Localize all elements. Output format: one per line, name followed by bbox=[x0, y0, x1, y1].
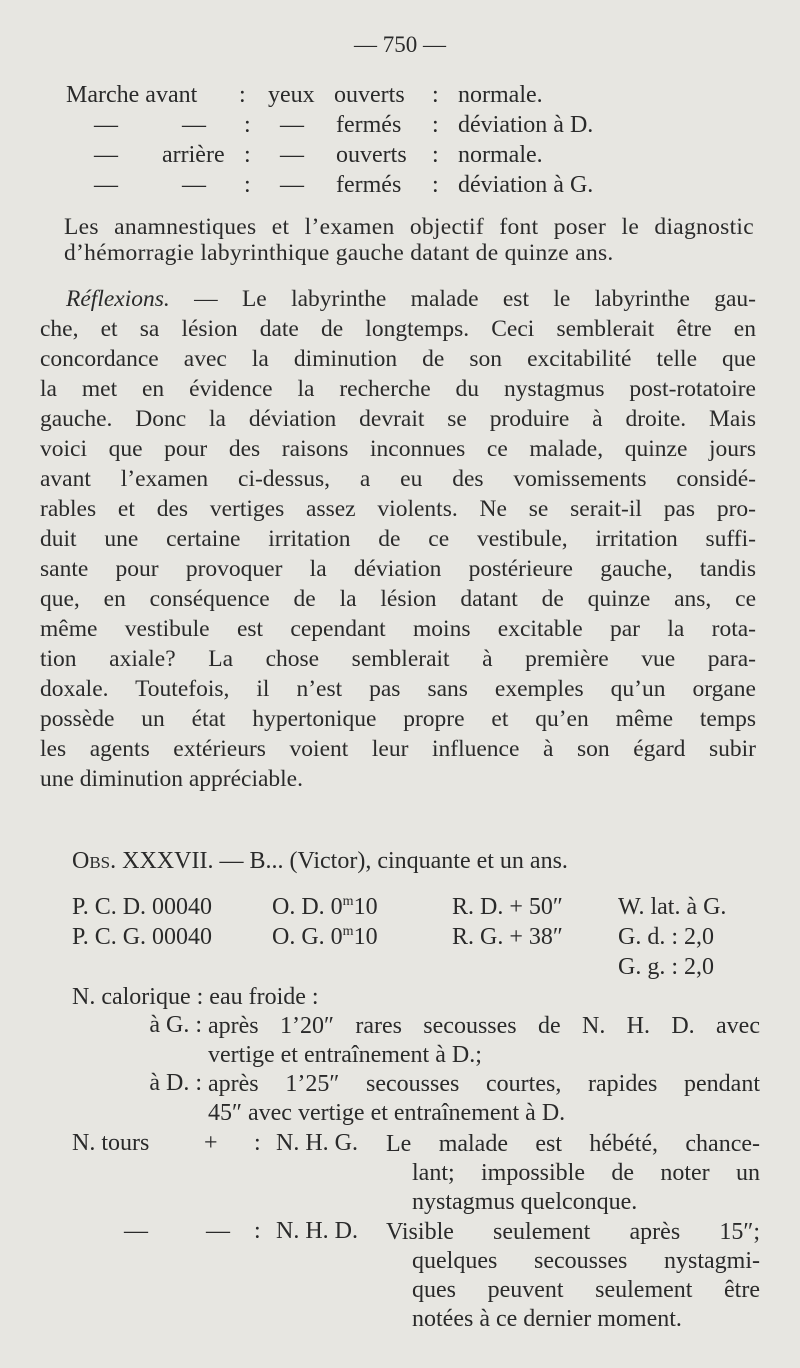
reflexions-line: che, et sa lésion date de longtemps. Ceci semblerait être en bbox=[40, 316, 756, 342]
marche-row-2-colon2: : bbox=[432, 112, 439, 138]
marche-row-2-colon: : bbox=[244, 112, 251, 138]
reflexions-line: avant l’examen ci-dessus, a eu des vomissements considé- bbox=[40, 466, 756, 492]
od-value: O. D. 0$^m$10 bbox=[272, 894, 378, 920]
marche-row-1-colon: : bbox=[239, 82, 246, 108]
reflexions-line: même vestibule est cependant moins excitable par la rota- bbox=[40, 616, 756, 642]
marche-row-3-result: normale. bbox=[458, 142, 543, 168]
marche-row-2-result: déviation à D. bbox=[458, 112, 594, 138]
tours-nhd: N. H. D. bbox=[276, 1218, 358, 1244]
tours-colon-2: : bbox=[254, 1218, 261, 1244]
rg-value: R. G. + 38″ bbox=[452, 924, 563, 950]
tours-g-text: Le malade est hébété, chance- lant; impossible de noter un nystagmus quelconque. bbox=[386, 1131, 760, 1215]
cal-g-label: à G. : bbox=[149, 1012, 202, 1038]
pc-left: P. C. G. 00040 bbox=[72, 924, 213, 950]
gg-value: G. g. : 2,0 bbox=[618, 954, 714, 980]
cal-d-text: après 1’25″ secousses courtes, rapides pendant 45″ avec vertige et entraînement à D. bbox=[208, 1071, 760, 1126]
marche-row-3-eyes: — bbox=[280, 142, 304, 168]
reflexions-line: tion axiale? La chose semblerait à première vue para- bbox=[40, 646, 756, 672]
tours-dash-1: — bbox=[124, 1218, 148, 1244]
reflexions-line: sante pour provoquer la déviation postérieure gauche, tandis bbox=[40, 556, 756, 582]
reflexions-line: doxale. Toutefois, il n’est pas sans exemples qu’un organe bbox=[40, 676, 756, 702]
marche-row-4-dash: — bbox=[94, 172, 118, 198]
cal-d-label: à D. : bbox=[149, 1070, 202, 1096]
observation-subject: — B... (Victor), cinquante et un ans. bbox=[213, 848, 568, 874]
marche-row-3-colon: : bbox=[244, 142, 251, 168]
reflexions-line: concordance avec la diminution de son excitabilité telle que bbox=[40, 346, 756, 372]
marche-row-4-colon2: : bbox=[432, 172, 439, 198]
marche-row-4-dir: — bbox=[182, 172, 206, 198]
tours-nhg: N. H. G. bbox=[276, 1130, 358, 1156]
reflexions-line bbox=[40, 284, 756, 314]
marche-row-2-state: fermés bbox=[336, 112, 402, 138]
reflexions-paragraph bbox=[40, 284, 756, 794]
tours-sign: + bbox=[204, 1130, 218, 1156]
marche-row-2-dir: — bbox=[182, 112, 206, 138]
observation-heading bbox=[72, 848, 568, 875]
reflexions-line: gauche. Donc la déviation devrait se produire à droite. Mais bbox=[40, 406, 756, 432]
reflexions-label: Réflexions. bbox=[66, 286, 170, 312]
observation-label: Obs. XXXVII. bbox=[72, 848, 214, 874]
rd-value: R. D. + 50″ bbox=[452, 894, 563, 920]
reflexions-line: duit une certaine irritation de ce vestibule, irritation suffi- bbox=[40, 526, 756, 552]
diagnostic-paragraph bbox=[64, 214, 754, 266]
marche-row-2-eyes: — bbox=[280, 112, 304, 138]
reflexions-line: rables et des vertiges assez violents. Ne se serait-il pas pro- bbox=[40, 496, 756, 522]
marche-row-1-state: ouverts bbox=[334, 82, 405, 108]
pc-right: P. C. D. 00040 bbox=[72, 894, 213, 920]
reflexions-line: voici que pour des raisons inconnues ce malade, quinze jours bbox=[40, 436, 756, 462]
marche-row-4-eyes: — bbox=[280, 172, 304, 198]
tours-colon: : bbox=[254, 1130, 261, 1156]
marche-row-4-colon: : bbox=[244, 172, 251, 198]
tours-d-text: Visible seulement après 15″; quelques secousses nystagmi- ques peuvent seulement être notées à ce dernier moment. bbox=[386, 1219, 760, 1332]
reflexions-line: une diminution appréciable. bbox=[40, 766, 303, 792]
diagnostic-line: Les anamnestiques et l’examen objectif font poser le diagnostic bbox=[64, 214, 754, 240]
tours-label: N. tours bbox=[72, 1130, 150, 1156]
marche-row-1-colon2: : bbox=[432, 82, 439, 108]
og-value: O. G. 0$^m$10 bbox=[272, 924, 378, 950]
w-lat: W. lat. à G. bbox=[618, 894, 727, 920]
reflexions-line: possède un état hypertonique propre et qu’en même temps bbox=[40, 706, 756, 732]
marche-row-4-result: déviation à G. bbox=[458, 172, 594, 198]
page-number: — 750 — bbox=[354, 32, 446, 57]
reflexions-first-line: — Le labyrinthe malade est le labyrinthe gau- bbox=[169, 286, 756, 312]
calorique-heading: N. calorique : eau froide : bbox=[72, 984, 319, 1010]
marche-row-1-label: Marche avant bbox=[66, 82, 198, 108]
diagnostic-line: d’hémorragie labyrinthique gauche datant de quinze ans. bbox=[64, 240, 614, 266]
marche-row-2-dash: — bbox=[94, 112, 118, 138]
marche-row-4-state: fermés bbox=[336, 172, 402, 198]
tours-dash-2: — bbox=[206, 1218, 230, 1244]
reflexions-line: les agents extérieurs voient leur influence à son égard subir bbox=[40, 736, 756, 762]
reflexions-line: que, en conséquence de la lésion datant de quinze ans, ce bbox=[40, 586, 756, 612]
marche-row-3-colon2: : bbox=[432, 142, 439, 168]
reflexions-line: la met en évidence la recherche du nystagmus post-rotatoire bbox=[40, 376, 756, 402]
marche-row-3-dash: — bbox=[94, 142, 118, 168]
marche-row-3-state: ouverts bbox=[336, 142, 407, 168]
gd-value: G. d. : 2,0 bbox=[618, 924, 714, 950]
marche-row-1-result: normale. bbox=[458, 82, 543, 108]
marche-row-1-eyes: yeux bbox=[268, 82, 315, 108]
marche-row-3-dir: arrière bbox=[162, 142, 225, 168]
cal-g-text: après 1’20″ rares secousses de N. H. D. avec vertige et entraînement à D.; bbox=[208, 1013, 760, 1068]
